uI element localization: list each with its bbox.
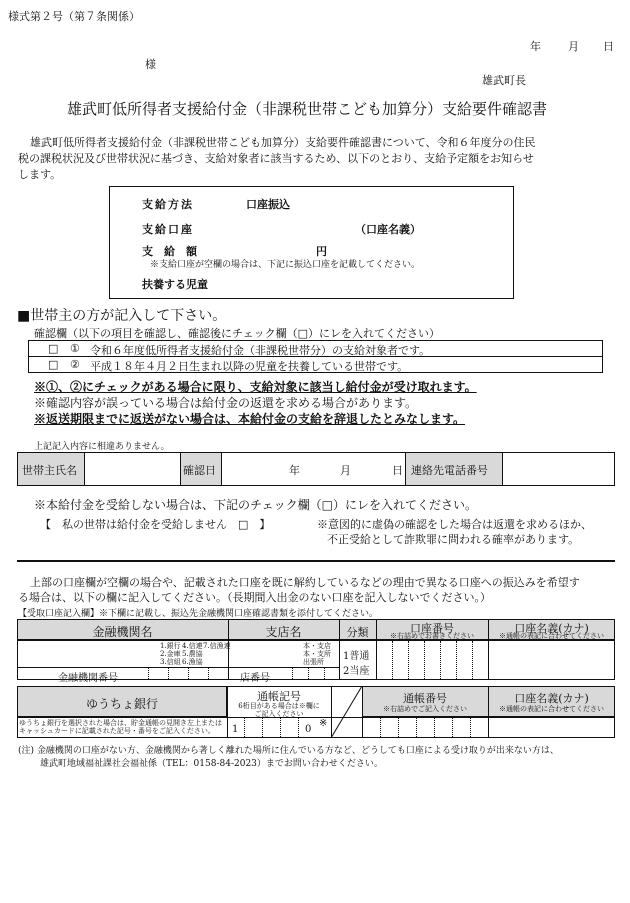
- yucho-holder-note: ※通帳の表記に合わせてください: [499, 705, 604, 713]
- bank-type-gyokyo[interactable]: 6.漁協: [182, 658, 203, 666]
- account-type-current[interactable]: 2当座: [343, 666, 370, 677]
- yucho-symbol-star: ※: [319, 718, 328, 729]
- divider: [17, 560, 615, 562]
- bank-type-shinren[interactable]: 4.信連: [182, 642, 203, 650]
- payment-amount-note: ※支給口座が空欄の場合は、下記に振込口座を記載してください。: [150, 260, 421, 270]
- intro-line-1: 雄武町低所得者支援給付金（非課税世帯こども加算分）支給要件確認書について、令和６年度分の住民: [30, 136, 536, 149]
- bank-type-shingyoren[interactable]: 7.信漁連: [203, 642, 231, 650]
- bank-type-kinko[interactable]: 2.金庫: [160, 650, 181, 658]
- agree-text: 上記記入内容に相違ありません。: [34, 442, 170, 452]
- yucho-symbol-note: 6桁目がある場合は※欄にご記入ください: [238, 702, 320, 718]
- confirm-date-year: 年: [289, 464, 300, 477]
- account-number-note: ※右詰めでお書きください: [390, 632, 474, 640]
- footer-line-2: 雄武町地域福祉課社会福祉係（TEL：0158-84-2023）までお問い合わせください。: [40, 759, 383, 769]
- yucho-symbol-zero: 0: [305, 724, 312, 735]
- footer-line-1: (注) 金融機関の口座がない方、金融機関から著しく離れた場所に住んでいる方など、どうしても口座による受け取りが出来ない方は、: [18, 746, 559, 756]
- children-label: 扶養する児童: [142, 278, 208, 291]
- account-type-ordinary[interactable]: 1普通: [343, 651, 370, 662]
- decline-warning-2: 不正受給として詐欺罪に問われる確率があります。: [327, 533, 580, 546]
- branch-type-honshiten[interactable]: 本・支店: [303, 642, 331, 650]
- phone-field[interactable]: [503, 453, 614, 485]
- confirm-item-1-text: 令和６年度低所得者支援給付金（非課税世帯分）の支給対象者です。: [90, 344, 431, 357]
- account-intro-2: る場合は、以下の欄に記入してください。（長期間入出金のない口座を記入しないでください。）: [18, 591, 491, 604]
- payment-amount-unit: 円: [316, 245, 327, 258]
- confirm-date-label: 確認日: [183, 464, 216, 477]
- yucho-symbol-label: 通帳記号: [257, 690, 301, 703]
- issuer: 雄武町長: [482, 74, 526, 87]
- confirm-date-month: 月: [340, 464, 351, 477]
- yucho-note: ゆうちょ銀行を選択された場合は、貯金通帳の見開き左上またはキャッシュカードに記載された記号・番号をご記入ください。: [19, 719, 222, 735]
- confirm-item-2-text: 平成１８年４月２日生まれ以降の児童を扶養している世帯です。: [90, 360, 409, 373]
- bank-type-bank[interactable]: 1.銀行: [160, 642, 181, 650]
- decline-warning-1: ※意図的に虚偽の確認をした場合は返還を求めるほか、: [317, 518, 592, 531]
- yucho-symbol-first-digit: 1: [232, 724, 239, 735]
- decline-note: ※本給付金を受給しない場合は、下記のチェック欄（□）にレを入れてください。: [34, 498, 477, 512]
- branch-name-header: 支店名: [265, 625, 302, 639]
- intro-line-3: します。: [18, 168, 62, 181]
- date-month-label: 月: [568, 40, 579, 53]
- payment-account-label: 支給口座: [142, 223, 194, 236]
- confirm-item-2-number: ②: [70, 358, 80, 371]
- branch-type-honshisho[interactable]: 本・支所: [303, 650, 331, 658]
- account-name-label: （口座名義）: [355, 223, 421, 236]
- confirm-item-2-checkbox[interactable]: □: [48, 358, 59, 371]
- section-heading: ■世帯主の方が記入して下さい。: [17, 308, 227, 324]
- yucho-diagonal: [331, 686, 362, 738]
- account-holder-header: 口座名義(カナ): [514, 622, 589, 635]
- bank-type-nokyo[interactable]: 5.農協: [182, 650, 203, 658]
- note-2: ※確認内容が誤っている場合は給付金の返還を求める場合があります。: [34, 396, 418, 410]
- account-number-header: 口座番号: [410, 622, 454, 635]
- date-day-label: 日: [603, 40, 614, 53]
- bank-code-label: 金融機関番号: [58, 673, 118, 684]
- householder-name-label: 世帯主氏名: [22, 464, 77, 477]
- note-3: ※返送期限までに返送がない場合は、本給付金の支給を辞退したとみなします。: [34, 412, 466, 426]
- branch-type-shutchojo[interactable]: 出張所: [303, 658, 324, 666]
- householder-name-field[interactable]: [86, 453, 180, 485]
- confirm-date-day: 日: [392, 464, 403, 477]
- account-type-header: 分類: [346, 626, 369, 639]
- date-year-label: 年: [530, 40, 541, 53]
- confirm-date-field[interactable]: [223, 453, 405, 485]
- confirm-intro: 確認欄（以下の項目を確認し、確認後にチェック欄（□）にレを入れてください）: [34, 327, 441, 340]
- phone-label: 連絡先電話番号: [411, 464, 488, 477]
- confirm-item-1-checkbox[interactable]: □: [48, 342, 59, 355]
- account-section-header: 【受取口座記入欄】※下欄に記載し、振込先金融機関口座確認書類を添付してください。: [18, 609, 379, 619]
- account-holder-note: ※通帳の表記に合わせてください: [499, 632, 604, 640]
- form-number: 様式第２号（第７条関係）: [8, 10, 140, 23]
- addressee-suffix: 様: [145, 58, 156, 71]
- payment-amount-label: 支 給 額: [142, 245, 197, 258]
- bank-name-header: 金融機関名: [92, 625, 153, 639]
- account-intro-1: 上部の口座欄が空欄の場合や、記載された口座を既に解約しているなどの理由で異なる口座への振込みを希望す: [30, 576, 580, 589]
- yucho-holder-label: 口座名義(カナ): [514, 692, 589, 705]
- decline-option[interactable]: 【 私の世帯は給付金を受給しません □ 】: [40, 518, 271, 531]
- note-1: ※①、②にチェックがある場合に限り、支給対象に該当し給付金が受け取れます。: [34, 380, 477, 394]
- yucho-number-label: 通帳番号: [403, 692, 447, 705]
- yucho-number-note: ※右詰めでご記入ください: [383, 705, 467, 713]
- intro-line-2: 税の課税状況及び世帯状況に基づき、支給対象者に該当するため、以下のとおり、支給予定額をお知らせ: [18, 152, 534, 165]
- payment-method-label: 支給方法: [142, 198, 194, 211]
- document-title: 雄武町低所得者支援給付金（非課税世帯こども加算分）支給要件確認書: [67, 100, 548, 118]
- yucho-label: ゆうちょ銀行: [85, 697, 158, 711]
- bank-type-shinkumi[interactable]: 3.信組: [160, 658, 181, 666]
- payment-method-value: 口座振込: [246, 198, 290, 211]
- branch-code-label: 店番号: [240, 673, 270, 684]
- confirm-item-1-number: ①: [70, 342, 80, 355]
